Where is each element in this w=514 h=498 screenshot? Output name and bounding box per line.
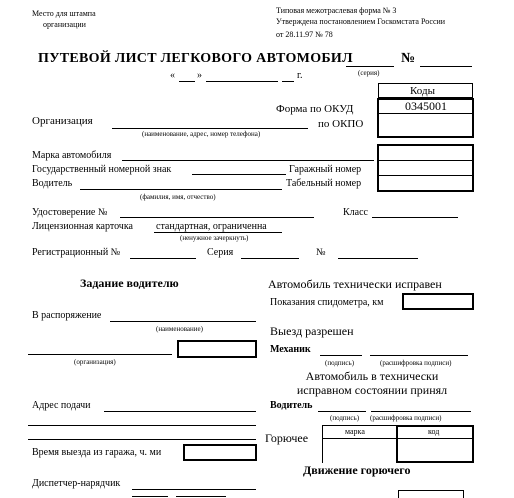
mechanic-sign-line[interactable] <box>320 355 362 356</box>
date-month-line[interactable] <box>206 81 278 82</box>
dispatcher-sign-line[interactable] <box>132 496 168 497</box>
driver-label: Водитель <box>32 178 73 189</box>
address-line-1[interactable] <box>104 411 256 412</box>
license-label: Удостоверение № <box>32 207 108 218</box>
disposal-line[interactable] <box>110 321 256 322</box>
reg-no-label: № <box>316 247 326 258</box>
speedometer-box[interactable] <box>402 293 474 310</box>
year-suffix: г. <box>297 70 303 81</box>
okpo-label: по ОКПО <box>318 118 364 130</box>
approval-text: Утверждена постановлением Госкомстата России <box>276 17 446 26</box>
dispatcher-decode-line[interactable] <box>176 496 226 497</box>
card-label: Лицензионная карточка <box>32 221 133 232</box>
fuel-header-divider <box>322 438 474 439</box>
fuel-code-col: код <box>428 427 440 436</box>
driver-sign-line[interactable] <box>318 411 366 412</box>
class-line[interactable] <box>372 217 458 218</box>
stamp-place-label: Место для штампа <box>32 9 96 18</box>
brand-label: Марка автомобиля <box>32 150 112 161</box>
driver-sign-hint: (подпись) <box>330 414 360 422</box>
codes-header: Коды <box>410 85 435 97</box>
mechanic-sign-hint: (подпись) <box>325 359 355 367</box>
garage-number-label: Гаражный номер <box>289 164 362 175</box>
address-line-2[interactable] <box>28 425 256 426</box>
disposal-name-hint: (наименование) <box>156 325 203 333</box>
series-line[interactable] <box>346 66 394 67</box>
vehicle-codes-divider-1 <box>379 160 472 161</box>
organization-hint: (наименование, адрес, номер телефона) <box>142 130 261 138</box>
form-type-label: Типовая межотраслевая форма № 3 <box>276 6 397 15</box>
reg-no-line[interactable] <box>338 258 418 259</box>
plate-line[interactable] <box>192 174 286 175</box>
driver-line[interactable] <box>80 189 282 190</box>
accepted-text-1: Автомобиль в технически <box>305 369 439 383</box>
form-title: ПУТЕВОЙ ЛИСТ ЛЕГКОВОГО АВТОМОБИЛ <box>38 51 353 66</box>
driver-decode-hint: (расшифровка подписи) <box>370 414 442 422</box>
dispatcher-label: Диспетчер-нарядчик <box>32 478 121 489</box>
plate-label: Государственный номерной знак <box>32 164 172 175</box>
address-label: Адрес подачи <box>32 400 91 411</box>
license-line[interactable] <box>120 217 314 218</box>
organization-line[interactable] <box>112 128 308 129</box>
fuel-brand-col: марка <box>345 427 365 436</box>
date-year-line[interactable] <box>282 81 294 82</box>
fuel-label: Горючее <box>265 431 309 445</box>
reg-series-label: Серия <box>207 247 234 258</box>
accepted-text-2: исправном состоянии принял <box>296 383 448 397</box>
driver-hint: (фамилия, имя, отчество) <box>140 193 216 201</box>
fuel-movement-table-edge <box>398 490 464 498</box>
date-close-quote: » <box>197 70 202 81</box>
driver-decode-line[interactable] <box>371 411 471 412</box>
class-label: Класс <box>343 207 368 218</box>
fuel-movement-title: Движение горючего <box>303 463 411 477</box>
date-day-line[interactable] <box>179 81 195 82</box>
disposal-org-hint: (организация) <box>74 358 116 366</box>
exit-allowed-text: Выезд разрешен <box>270 324 354 338</box>
number-sign: № <box>401 51 416 66</box>
card-line[interactable] <box>154 232 282 233</box>
fuel-left-border <box>322 425 323 463</box>
reg-series-line[interactable] <box>241 258 299 259</box>
task-title: Задание водителю <box>80 276 179 290</box>
disposal-code-box[interactable] <box>177 340 257 358</box>
disposal-org-line[interactable] <box>28 354 172 355</box>
address-line-3[interactable] <box>28 439 256 440</box>
speedometer-label: Показания спидометра, км <box>270 297 384 308</box>
okud-value: 0345001 <box>405 99 447 113</box>
driver-accept-label: Водитель <box>270 400 313 411</box>
depart-time-label: Время выезда из гаража, ч. ми <box>32 447 162 458</box>
okud-label: Форма по ОКУД <box>276 103 354 115</box>
series-hint: (серия) <box>358 69 380 77</box>
date-open-quote: « <box>170 70 175 81</box>
approval-date: от 28.11.97 № 78 <box>276 30 333 39</box>
depart-time-box[interactable] <box>183 444 257 461</box>
vehicle-codes-box <box>377 144 474 192</box>
stamp-place-sublabel: организации <box>43 20 86 29</box>
mechanic-decode-line[interactable] <box>370 355 468 356</box>
mechanic-decode-hint: (расшифровка подписи) <box>380 359 452 367</box>
card-hint: (ненужное зачеркнуть) <box>180 234 249 242</box>
disposal-label: В распоряжение <box>32 310 102 321</box>
card-value: стандартная, ограниченна <box>156 221 267 232</box>
codes-divider <box>379 113 472 114</box>
dispatcher-line[interactable] <box>132 489 256 490</box>
organization-label: Организация <box>32 115 93 127</box>
brand-line[interactable] <box>122 160 374 161</box>
vehicle-ok-text: Автомобиль технически исправен <box>268 277 442 291</box>
reg-number-label: Регистрационный № <box>32 247 121 258</box>
tab-number-label: Табельный номер <box>286 178 362 189</box>
waybill-number-line[interactable] <box>420 66 472 67</box>
vehicle-codes-divider-2 <box>379 175 472 176</box>
mechanic-label: Механик <box>270 344 311 355</box>
reg-number-line[interactable] <box>130 258 196 259</box>
